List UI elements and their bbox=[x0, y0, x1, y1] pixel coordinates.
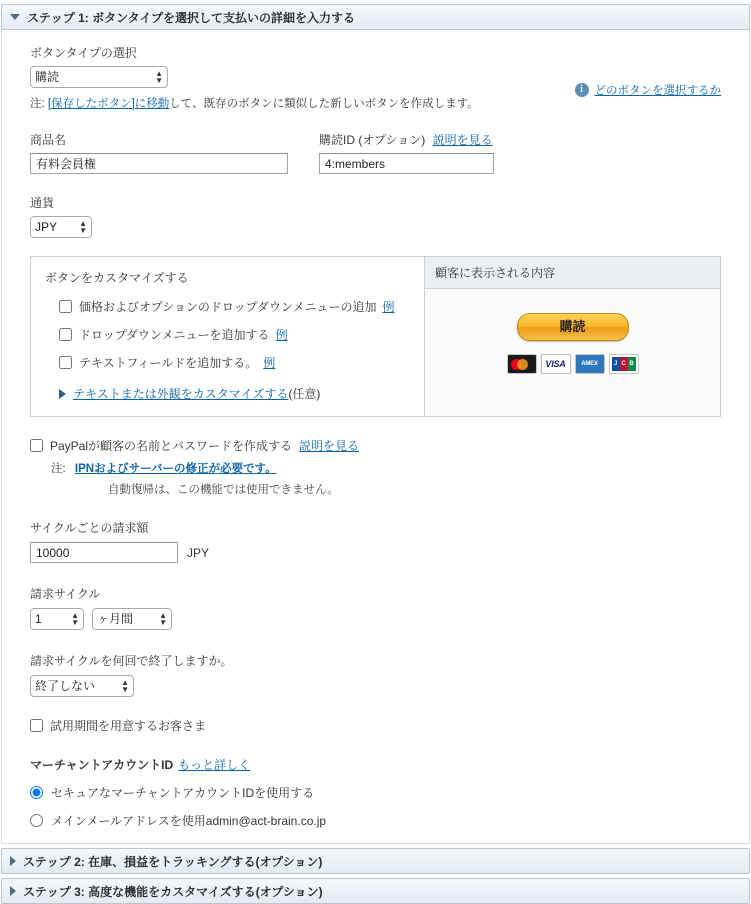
select-arrows-icon: ▲ ▼ bbox=[79, 219, 87, 235]
step2-header[interactable] bbox=[1, 848, 750, 874]
button-type-select[interactable] bbox=[30, 66, 168, 88]
amount-currency: JPY bbox=[187, 545, 210, 560]
ipn-note-prefix: 注: bbox=[51, 463, 66, 475]
chevron-right-icon bbox=[59, 389, 66, 399]
accepted-cards bbox=[425, 354, 720, 374]
amount-input[interactable] bbox=[30, 542, 178, 563]
customer-preview-area bbox=[425, 289, 720, 374]
button-type-select-wrap[interactable] bbox=[30, 66, 168, 88]
button-type-label: ボタンタイプの選択 bbox=[30, 46, 137, 60]
select-arrows-icon: ▲ ▼ bbox=[159, 611, 167, 627]
subscription-id-help-link[interactable]: 説明を見る bbox=[432, 133, 493, 147]
merchant-secure-row[interactable] bbox=[30, 784, 721, 801]
which-button-help[interactable] bbox=[575, 82, 722, 98]
auto-return-note: 自動復帰は、この機能では使用できません。 bbox=[108, 484, 339, 496]
merchant-email-radio[interactable] bbox=[30, 814, 43, 827]
chevron-right-icon bbox=[10, 856, 16, 866]
visa-icon: VISA bbox=[541, 354, 571, 374]
subscription-id-input[interactable] bbox=[319, 153, 494, 174]
customize-option-row[interactable] bbox=[59, 326, 410, 343]
saved-buttons-link[interactable]: [保存したボタン]に移動 bbox=[47, 98, 170, 110]
cycle-unit-select-wrap[interactable] bbox=[92, 608, 172, 630]
paypal-account-row[interactable] bbox=[30, 437, 721, 454]
step2-title: ステップ 2: 在庫、損益をトラッキングする(オプション) bbox=[23, 854, 323, 869]
merchant-secure-label: セキュアなマーチャントアカウントIDを使用する bbox=[51, 786, 315, 800]
paypal-create-account-checkbox[interactable] bbox=[30, 439, 43, 452]
add-dropdown-example-link[interactable]: 例 bbox=[275, 328, 288, 342]
merchant-account-more-link[interactable]: もっと詳しく bbox=[178, 758, 251, 772]
billing-cycle-label: 請求サイクル bbox=[30, 587, 101, 601]
billing-end-row bbox=[30, 675, 721, 697]
note-suffix: して、既存のボタンに類似した新しいボタンを作成します。 bbox=[169, 98, 479, 110]
step3-title: ステップ 3: 高度な機能をカスタマイズする(オプション) bbox=[23, 884, 323, 899]
select-arrows-icon: ▲ ▼ bbox=[71, 611, 79, 627]
billing-end-label: 請求サイクルを何回で終了しますか。 bbox=[30, 654, 233, 668]
step1-header[interactable] bbox=[1, 4, 750, 30]
customer-preview bbox=[425, 257, 720, 416]
step1-title: ステップ 1: ボタンタイプを選択して支払いの詳細を入力する bbox=[27, 10, 356, 25]
add-price-dropdown-example-link[interactable]: 例 bbox=[382, 300, 395, 314]
currency-select[interactable] bbox=[30, 216, 92, 238]
amount-label: サイクルごとの請求額 bbox=[30, 521, 149, 535]
merchant-email-row[interactable] bbox=[30, 812, 721, 829]
add-text-field-example-link[interactable]: 例 bbox=[263, 356, 276, 370]
customize-title: ボタンをカスタマイズする bbox=[45, 271, 189, 285]
cycle-count-select[interactable] bbox=[30, 608, 84, 630]
add-dropdown-checkbox[interactable] bbox=[59, 328, 72, 341]
amex-icon: AMEX bbox=[575, 354, 605, 374]
ipn-note-link[interactable]: IPNおよびサーバーの修正が必要です。 bbox=[74, 463, 277, 475]
merchant-email-label: メインメールアドレスを使用admin@act-brain.co.jp bbox=[51, 814, 327, 828]
note-prefix: 注: bbox=[30, 98, 45, 110]
subscription-id-optional: (オプション) bbox=[358, 133, 426, 147]
customize-appearance-optional: (任意) bbox=[288, 387, 321, 401]
amount-row bbox=[30, 542, 721, 563]
customize-panel bbox=[30, 256, 721, 417]
currency-select-wrap[interactable] bbox=[30, 216, 92, 238]
select-arrows-icon: ▲ ▼ bbox=[121, 678, 129, 694]
customize-appearance-disclosure[interactable] bbox=[59, 385, 410, 402]
mastercard-icon bbox=[507, 354, 537, 374]
cycle-count-select-wrap[interactable] bbox=[30, 608, 84, 630]
subscription-id-label-text: 購読ID bbox=[319, 133, 356, 147]
ipn-note bbox=[51, 460, 721, 476]
which-button-help-link[interactable]: どのボタンを選択するか bbox=[594, 85, 721, 97]
select-arrows-icon: ▲ ▼ bbox=[155, 69, 163, 85]
customize-option-row[interactable] bbox=[59, 298, 410, 315]
add-text-field-label: テキストフィールドを追加する。 bbox=[79, 356, 258, 370]
merchant-account-heading-text: マーチャントアカウントID bbox=[30, 758, 174, 772]
info-icon: i bbox=[575, 83, 589, 97]
add-price-dropdown-label: 価格およびオプションのドロップダウンメニューの追加 bbox=[79, 300, 377, 314]
step3-header[interactable] bbox=[1, 878, 750, 904]
item-name-input[interactable] bbox=[30, 153, 288, 174]
billing-end-select[interactable] bbox=[30, 675, 134, 697]
customize-option-row[interactable] bbox=[59, 354, 410, 371]
item-name-label: 商品名 bbox=[30, 133, 67, 147]
add-text-field-checkbox[interactable] bbox=[59, 356, 72, 369]
merchant-secure-radio[interactable] bbox=[30, 786, 43, 799]
preview-subscribe-button: 購読 bbox=[517, 313, 629, 341]
paypal-create-account-label: PayPalが顧客の名前とパスワードを作成する bbox=[50, 439, 293, 453]
customize-appearance-link[interactable]: テキストまたは外観をカスタマイズする bbox=[73, 387, 289, 401]
paypal-button-creation-page bbox=[0, 4, 751, 899]
trial-period-checkbox[interactable] bbox=[30, 719, 43, 732]
subscription-id-label bbox=[319, 131, 494, 148]
step1-body bbox=[1, 30, 750, 844]
add-dropdown-label: ドロップダウンメニューを追加する bbox=[79, 328, 270, 342]
billing-end-select-wrap[interactable] bbox=[30, 675, 134, 697]
cycle-unit-select[interactable] bbox=[92, 608, 172, 630]
chevron-right-icon bbox=[10, 886, 16, 896]
customize-options bbox=[31, 257, 425, 416]
merchant-account-heading bbox=[30, 756, 721, 773]
paypal-create-account-help-link[interactable]: 説明を見る bbox=[299, 439, 360, 453]
customer-preview-header: 顧客に表示される内容 bbox=[425, 257, 720, 289]
trial-period-label: 試用期間を用意するお客さま bbox=[50, 719, 207, 733]
billing-cycle-row bbox=[30, 608, 721, 630]
trial-row[interactable] bbox=[30, 717, 721, 734]
jcb-icon: J C B bbox=[609, 354, 639, 374]
add-price-dropdown-checkbox[interactable] bbox=[59, 300, 72, 313]
currency-label: 通貨 bbox=[30, 196, 55, 210]
chevron-down-icon bbox=[10, 14, 20, 20]
